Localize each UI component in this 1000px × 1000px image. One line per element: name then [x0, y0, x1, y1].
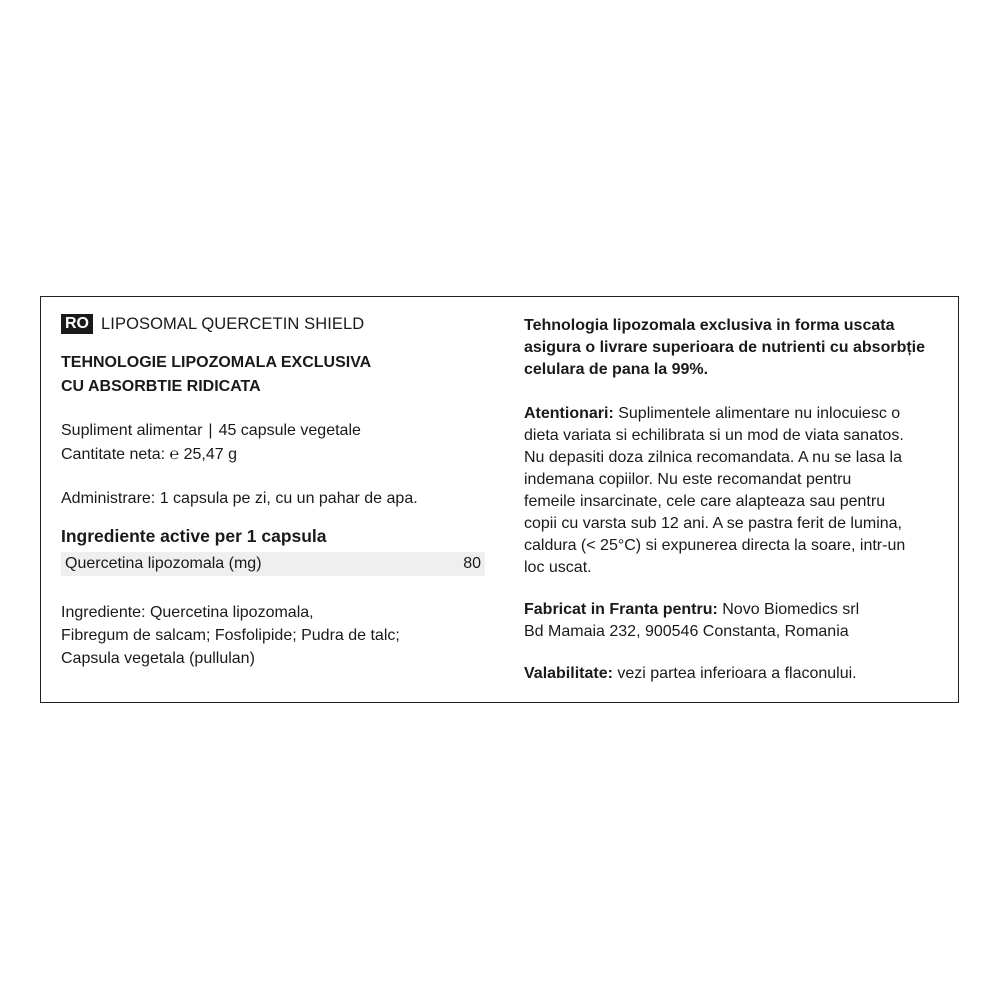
warnings-line: caldura (< 25°C) si expunerea directa la soare, intr-un: [524, 537, 906, 554]
validity-label: Valabilitate:: [524, 665, 613, 682]
active-ingredient-name: Quercetina lipozomala (mg): [65, 555, 262, 572]
validity: [524, 663, 944, 685]
ingredients: [61, 601, 485, 670]
validity-text: vezi partea inferioara a flaconului.: [612, 665, 857, 682]
ingredients-text: Quercetina lipozomala,: [145, 604, 314, 621]
warnings-label: Atentionari:: [524, 405, 614, 422]
net-quantity-label: Cantitate neta:: [61, 446, 166, 463]
headline-line: CU ABSORBTIE RIDICATA: [61, 378, 261, 395]
manufacturer-name: Novo Biomedics srl: [717, 601, 860, 618]
administration-text: 1 capsula pe zi, cu un pahar de apa.: [155, 490, 418, 507]
warnings: [524, 403, 944, 579]
ingredients-line: Fibregum de salcam; Fosfolipide; Pudra de talc;: [61, 627, 400, 644]
warnings-line: dieta variata si echilibrata si un mod de viata sanatos.: [524, 427, 904, 444]
warnings-text: Suplimentele alimentare nu inlocuiesc o: [613, 405, 901, 422]
manufacturer-address: Bd Mamaia 232, 900546 Constanta, Romania: [524, 623, 849, 640]
warnings-line: Nu depasiti doza zilnica recomandata. A nu se lasa la: [524, 449, 903, 466]
product-label: [40, 296, 959, 703]
warnings-line: indemana copiilor. Nu este recomandat pentru: [524, 471, 852, 488]
active-ingredient-amount: 80: [463, 555, 481, 572]
separator: |: [208, 422, 213, 439]
headline-line: TEHNOLOGIE LIPOZOMALA EXCLUSIVA: [61, 354, 372, 371]
supplement-type: Supliment alimentar: [61, 422, 203, 439]
intro-line: asigura o livrare superioara de nutrienti cu absorbție: [524, 339, 926, 356]
manufacturer: [524, 599, 944, 643]
warnings-line: copii cu varsta sub 12 ani. A se pastra ferit de lumina,: [524, 515, 902, 532]
intro-line: Tehnologia lipozomala exclusiva in forma uscata: [524, 317, 895, 334]
label-right-column: [524, 315, 944, 685]
warnings-line: femeile insarcinate, cele care alapteaza sau pentru: [524, 493, 886, 510]
active-ingredients-title: Ingrediente active per 1 capsula: [61, 526, 327, 546]
warnings-line: [524, 403, 944, 425]
headline: [61, 351, 485, 399]
label-left-column: [61, 313, 485, 670]
supplement-info: [61, 419, 485, 467]
net-quantity-row: [61, 443, 485, 467]
capsule-count: 45 capsule vegetale: [218, 422, 361, 439]
warnings-line: loc uscat.: [524, 559, 592, 576]
title-row: [61, 313, 485, 335]
intro-line: celulara de pana la 99%.: [524, 361, 709, 378]
language-badge: RO: [61, 314, 93, 334]
manufacturer-label: Fabricat in Franta pentru:: [524, 601, 718, 618]
intro-text: [524, 315, 944, 381]
ingredients-line: Capsula vegetala (pullulan): [61, 650, 255, 667]
manufacturer-line: [524, 599, 944, 621]
administration: [61, 487, 485, 510]
ingredients-line: [61, 601, 485, 624]
product-name: LIPOSOMAL QUERCETIN SHIELD: [101, 314, 365, 333]
administration-label: Administrare:: [61, 490, 156, 507]
active-ingredient-row: [61, 552, 485, 576]
net-quantity-value: ℮ 25,47 g: [169, 446, 237, 463]
supplement-row: [61, 419, 485, 443]
ingredients-label: Ingrediente:: [61, 604, 146, 621]
